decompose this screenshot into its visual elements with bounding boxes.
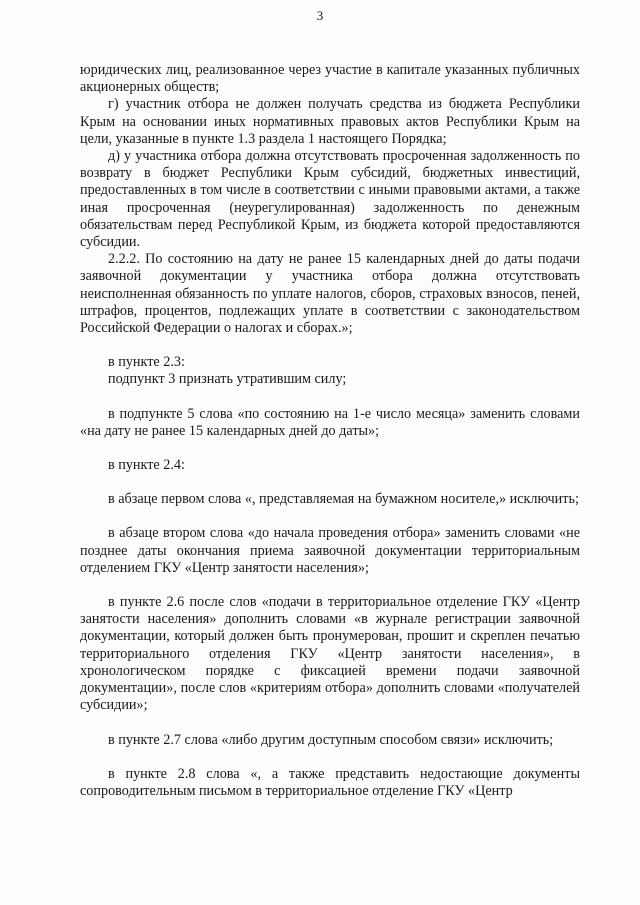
paragraph-11: в пункте 2.6 после слов «подачи в территориальное отделение ГКУ «Центр занятости населения» дополнить словами «в журнале регистрации заявочной документации, который должен быть пронумерован, прошит и скреплен печатью территориального отделения ГКУ «Центр занятости населения», в хронологическом порядке с фиксацией времени подачи заявочной документации», после слов «критериям отбора» дополнить словами «получателей субсидии»;: [80, 594, 580, 714]
spacer: [80, 440, 580, 457]
paragraph-7: в подпункте 5 слова «по состоянию на 1-е число месяца» заменить словами «на дату не ранее 15 календарных дней до даты»;: [80, 405, 580, 439]
paragraph-1: юридических лиц, реализованное через участие в капитале указанных публичных акционерных обществ;: [80, 62, 580, 96]
paragraph-5: в пункте 2.3:: [108, 354, 185, 371]
paragraph-13: в пункте 2.8 слова «, а также представить недостающие документы сопроводительным письмом в территориальное отделение ГКУ «Центр: [80, 765, 580, 799]
document-body: [80, 62, 580, 800]
spacer: [80, 715, 580, 732]
paragraph-2: г) участник отбора не должен получать средства из бюджета Республики Крым на основании иных нормативных правовых актов Республики Крым на цели, указанные в пункте 1.3 раздела 1 настоящего Порядка;: [80, 96, 580, 147]
paragraph-8: в пункте 2.4:: [108, 457, 185, 474]
spacer: [80, 474, 580, 491]
page-number: 3: [316, 8, 324, 23]
paragraph-9: в абзаце первом слова «, представляемая на бумажном носителе,» исключить;: [108, 491, 579, 508]
spacer: [80, 577, 580, 594]
paragraph-6: подпункт 3 признать утратившим силу;: [108, 371, 347, 388]
paragraph-3: д) у участника отбора должна отсутствовать просроченная задолженность по возврату в бюджет Республики Крым субсидий, бюджетных инвестиций, предоставленных в том числе в соответствии с иными правовыми актами, а также иная просроченная (неурегулированная) задолженность по денежным обязательствам перед Республикой Крым, из бюджета которой предоставляются субсидии.: [80, 148, 580, 251]
spacer: [80, 749, 580, 766]
spacer: [80, 389, 580, 406]
paragraph-4: 2.2.2. По состоянию на дату не ранее 15 календарных дней до даты подачи заявочной документации у участника отбора должна отсутствовать неисполненная обязанность по уплате налогов, сборов, страховых взносов, пеней, штрафов, процентов, подлежащих уплате в соответствии с законодательством Российской Федерации о налогах и сборах.»;: [80, 251, 580, 337]
spacer: [80, 508, 580, 525]
paragraph-10: в абзаце втором слова «до начала проведения отбора» заменить словами «не позднее даты окончания приема заявочной документации территориальным отделением ГКУ «Центр занятости населения»;: [80, 525, 580, 576]
paragraph-12: в пункте 2.7 слова «либо другим доступным способом связи» исключить;: [108, 731, 554, 748]
spacer: [80, 337, 580, 354]
